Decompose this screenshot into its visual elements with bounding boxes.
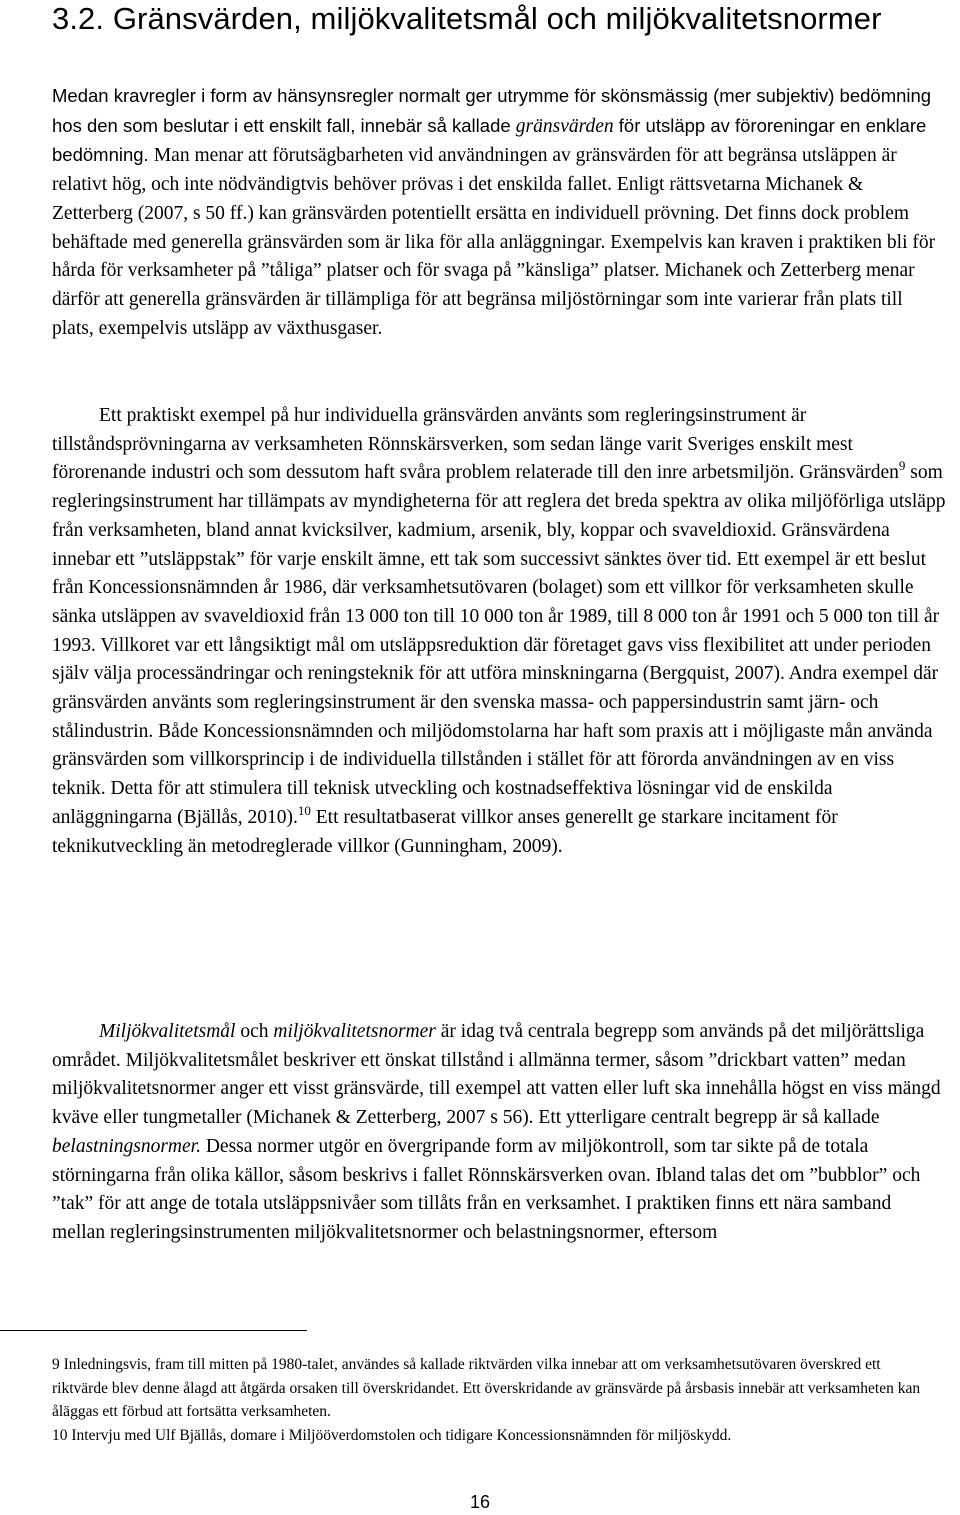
term-miljokvalitetsnormer: miljökvalitetsnormer <box>273 1021 436 1042</box>
paragraph-3 <box>52 1018 948 1248</box>
paragraph-3-text-c: Dessa normer utgör en övergripande form av miljökontroll, som tar sikte på de totala störningarna från olika källor, såsom beskrivs i fallet Rönnskärsverken ovan. Ibland talas det om ”bubblor” och ”tak” för att ange de totala utsläppsnivåer som tillåts från en verksamhet. I praktiken finns ett nära samband mellan regleringsinstrumenten miljökvalitetsnormer och belastningsnormer, eftersom <box>52 1135 921 1243</box>
footnote-text: Inledningsvis, fram till mitten på 1980-talet, användes så kallade riktvärden vilka innebar att om verksamhetsutövaren överskred ett riktvärde blev denne ålagd att åtgärda orsaken till överskridandet. Ett överskridande av gränsvärde på årsbasis innebär att verksamheten kan åläggas ett förbud att fortsätta verksamheten. <box>52 1356 921 1421</box>
paragraph-1-lead-text-a: Medan kravregler i form av hänsynsregler normalt ger utrymme för skönsmässig (mer subjektiv) bedömning hos den som beslutar i ett enskilt fall, innebär så kallade <box>52 85 932 136</box>
footnote-divider <box>0 1330 307 1331</box>
paragraph-3-text-a: och <box>235 1021 274 1042</box>
footnote-text: Intervju med Ulf Bjällås, domare i Miljööverdomstolen och tidigare Koncessionsnämnden för miljöskydd. <box>67 1426 732 1444</box>
paragraph-3-text-b: är idag två centrala begrepp som används på det miljörättsliga området. Miljökvalitetsmålet beskriver ett önskat tillstånd i allmänna termer, såsom ”drickbart vatten” medan miljökvalitetsnormer anger ett visst gränsvärde, till exempel att vatten eller luft ska innehålla högst en viss mängd kväve eller tungmetaller (Michanek & Zetterberg, 2007 s 56). Ett ytterligare centralt begrepp är så kallade <box>52 1021 941 1129</box>
footnote-ref-9[interactable]: 9 <box>898 458 906 474</box>
term-miljokvalitetsmal: Miljökvalitetsmål <box>99 1021 236 1042</box>
paragraph-2-text-a: Ett praktiskt exempel på hur individuella gränsvärden använts som regleringsinstrument är tillståndsprövningarna av verksamheten Rönnskärsverken, som sedan länge varit Sveriges enskilt mest förorenande industri och som dessutom haft svåra problem relaterade till den inre arbetsmiljön. Gränsvärden <box>52 405 899 484</box>
page-number: 16 <box>469 1492 491 1512</box>
section-number: 3.2. <box>52 1 105 36</box>
footnote-number: 10 <box>52 1426 68 1444</box>
paragraph-1 <box>52 82 948 343</box>
section-heading <box>52 0 942 37</box>
paragraph-1-body: Man menar att förutsägbarheten vid användningen av gränsvärden för att begränsa utsläppen är relativt hög, och inte nödvändigtvis behöver prövas i det enskilda fallet. Enligt rättsvetarna Michanek & Zetterberg (2007, s 50 ff.) kan gränsvärden potentiellt ersätta en individuell prövning. Det finns dock problem behäftade med generella gränsvärden som är lika för alla anläggningar. Exempelvis kan kraven i praktiken bli för hårda för verksamheter på ”tåliga” platser och för svaga på ”känsliga” platser. Michanek och Zetterberg menar därför att generella gränsvärden är tillämpliga för att begränsa miljöstörningar som inte varierar från plats till plats, exempelvis utsläpp av växthusgaser. <box>52 145 936 339</box>
footnote-10 <box>52 1424 922 1448</box>
footnote-number: 9 <box>52 1356 60 1373</box>
footnote-ref-10[interactable]: 10 <box>297 802 311 818</box>
footnotes <box>52 1353 922 1447</box>
paragraph-2 <box>52 402 948 861</box>
footnote-9 <box>52 1353 922 1424</box>
section-title: Gränsvärden, miljökvalitetsmål och miljökvalitetsnormer <box>112 1 882 36</box>
term-belastningsnormer: belastningsnormer. <box>52 1135 201 1157</box>
paragraph-2-text-b: som regleringsinstrument har tillämpats av myndigheterna för att reglera det breda spektra av olika miljöförliga utsläpp från verksamheten, bland annat kvicksilver, kadmium, arsenik, bly, koppar och svaveldioxid. Gränsvärdena innebar ett ”utsläppstak” för varje enskilt ämne, ett tak som successivt sänktes över tid. Ett exempel är ett beslut från Koncessionsnämnden år 1986, där verksamhetsutövaren (bolaget) som ett villkor för verksamheten skulle sänka utsläppen av svaveldioxid från 13 000 ton till 10 000 ton år 1989, till 8 000 ton år 1991 och 5 000 ton till år 1993. Villkoret var ett långsiktigt mål om utsläppsreduktion där företaget gavs viss flexibilitet att under perioden själv välja processändringar och reningsteknik för att utföra minskningarna (Bergquist, 2007). Andra exempel där gränsvärden använts som regleringsinstrument är den svenska massa- och pappersindustrin samt järn- och stålindustrin. Både Koncessionsnämnden och miljödomstolarna har haft som praxis att i möjligaste mån använda gränsvärden som villkorsprincip i de individuella tillstånden i stället för att förorda användningen av en viss teknik. Detta för att stimulera till teknisk utveckling och kostnadseffektiva lösningar vid de enskilda anläggningarna (Bjällås, 2010). <box>52 462 946 828</box>
paragraph-1-lead-text-b: för utsläpp av föroreningar en enklare bedömning. <box>52 114 927 166</box>
paragraph-1-lead-emphasis: gränsvärden <box>515 115 614 137</box>
paragraph-2-text-c: Ett resultatbaserat villkor anses generellt ge starkare incitament för teknikutveckling än metodreglerade villkor (Gunningham, 2009). <box>52 806 838 857</box>
